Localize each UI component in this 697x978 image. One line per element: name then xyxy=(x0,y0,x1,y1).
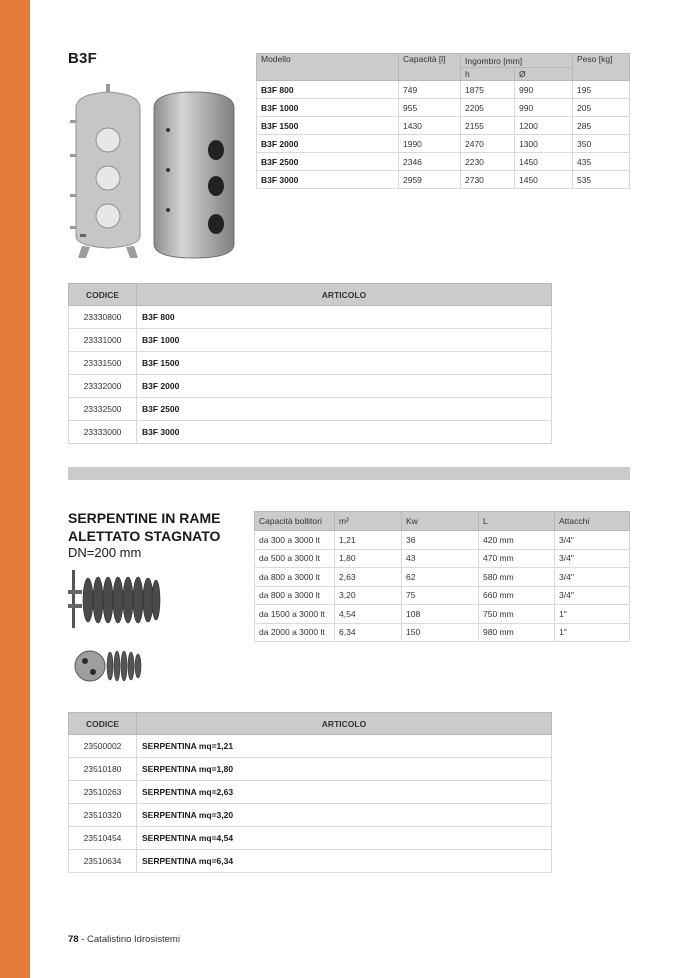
code-cell: 23331500 xyxy=(69,352,137,375)
code-row xyxy=(69,375,552,398)
b3f-spec-row-cell: 2470 xyxy=(461,135,515,153)
code-cell: 23500002 xyxy=(69,735,137,758)
header-codice: CODICE xyxy=(69,284,137,306)
code-row xyxy=(69,306,552,329)
b3f-spec-row-cell: B3F 3000 xyxy=(257,171,399,189)
b3f-spec-row-cell: 955 xyxy=(399,99,461,117)
header-capacita: Capacità [l] xyxy=(399,54,461,81)
article-cell: SERPENTINA mq=3,20 xyxy=(137,804,552,827)
serpentine-title-line1: SERPENTINE IN RAME xyxy=(68,510,221,526)
serpentine-spec-row-cell: 150 xyxy=(402,623,479,642)
serpentine-spec-row-cell: 36 xyxy=(402,531,479,550)
b3f-codes-table xyxy=(68,283,552,444)
serpentine-spec-row-cell: 62 xyxy=(402,568,479,587)
b3f-spec-row-cell: 1875 xyxy=(461,81,515,99)
code-cell: 23510454 xyxy=(69,827,137,850)
serpentine-spec-row-cell: 43 xyxy=(402,549,479,568)
b3f-spec-row-cell: 2730 xyxy=(461,171,515,189)
header-ingombro: Ingombro [mm] xyxy=(461,54,573,68)
section-divider xyxy=(68,467,630,480)
serpentine-spec-row-cell: 2,63 xyxy=(335,568,402,587)
serpentine-spec-row-cell: 1" xyxy=(555,623,630,642)
page-footer xyxy=(68,934,180,945)
article-cell: B3F 800 xyxy=(137,306,552,329)
b3f-spec-row-cell: 990 xyxy=(515,99,573,117)
serpentine-spec-row-cell: 470 mm xyxy=(479,549,555,568)
serpentine-spec-row-cell: 3/4" xyxy=(555,568,630,587)
serpentine-spec-row-cell: 660 mm xyxy=(479,586,555,605)
serpentine-spec-row xyxy=(255,549,630,568)
page-number: 78 xyxy=(68,934,79,945)
serpentine-spec-row-cell: 980 mm xyxy=(479,623,555,642)
code-cell: 23332000 xyxy=(69,375,137,398)
header-kw: Kw xyxy=(402,512,479,531)
code-row xyxy=(69,398,552,421)
serpentine-spec-row-cell: 1" xyxy=(555,605,630,624)
code-row xyxy=(69,421,552,444)
b3f-spec-row-cell: 1200 xyxy=(515,117,573,135)
code-row xyxy=(69,850,552,873)
article-cell: SERPENTINA mq=6,34 xyxy=(137,850,552,873)
b3f-spec-row-cell: 1450 xyxy=(515,153,573,171)
header-modello: Modello xyxy=(257,54,399,81)
serpentine-spec-row-cell: 108 xyxy=(402,605,479,624)
b3f-spec-row-cell: B3F 2500 xyxy=(257,153,399,171)
b3f-spec-row-cell: 285 xyxy=(573,117,630,135)
coil-side-image xyxy=(68,568,164,632)
b3f-spec-row-cell: B3F 1000 xyxy=(257,99,399,117)
serpentine-spec-row-cell: 3/4" xyxy=(555,549,630,568)
code-cell: 23330800 xyxy=(69,306,137,329)
b3f-spec-row xyxy=(257,171,630,189)
serpentine-spec-row xyxy=(255,586,630,605)
b3f-spec-row-cell: 1450 xyxy=(515,171,573,189)
article-cell: SERPENTINA mq=2,63 xyxy=(137,781,552,804)
code-row xyxy=(69,329,552,352)
serpentine-spec-row-cell: 75 xyxy=(402,586,479,605)
code-row xyxy=(69,781,552,804)
serpentine-spec-row-cell: 4,54 xyxy=(335,605,402,624)
b3f-spec-row xyxy=(257,153,630,171)
catalog-name: Catalistino Idrosistemi xyxy=(87,934,180,945)
serpentine-spec-row-cell: 3/4" xyxy=(555,531,630,550)
serpentine-spec-header-row xyxy=(255,512,630,531)
b3f-spec-row-cell: 350 xyxy=(573,135,630,153)
code-cell: 23510634 xyxy=(69,850,137,873)
b3f-spec-row-cell: 749 xyxy=(399,81,461,99)
b3f-spec-row-cell: B3F 800 xyxy=(257,81,399,99)
footer-separator: - xyxy=(78,934,88,945)
header-diam: Ø xyxy=(515,68,573,81)
serpentine-spec-row xyxy=(255,605,630,624)
b3f-spec-row-cell: 1990 xyxy=(399,135,461,153)
b3f-spec-row-cell: 2959 xyxy=(399,171,461,189)
b3f-spec-row xyxy=(257,117,630,135)
b3f-title: B3F xyxy=(68,50,97,67)
serpentine-codes-table xyxy=(68,712,552,873)
serpentine-spec-row-cell: da 500 a 3000 lt xyxy=(255,549,335,568)
serpentine-spec-row-cell: 750 mm xyxy=(479,605,555,624)
code-row xyxy=(69,804,552,827)
code-cell: 23331000 xyxy=(69,329,137,352)
header-articolo: ARTICOLO xyxy=(137,284,552,306)
serpentine-subtitle: DN=200 mm xyxy=(68,545,142,560)
b3f-spec-row-cell: 535 xyxy=(573,171,630,189)
header-h: h xyxy=(461,68,515,81)
coil-front-image xyxy=(74,640,146,690)
article-cell: SERPENTINA mq=4,54 xyxy=(137,827,552,850)
serpentine-title-line2: ALETTATO STAGNATO xyxy=(68,528,221,544)
header-capacita-bollitori: Capacità bollitori xyxy=(255,512,335,531)
b3f-spec-row-cell: B3F 2000 xyxy=(257,135,399,153)
header-l: L xyxy=(479,512,555,531)
b3f-spec-row-cell: 990 xyxy=(515,81,573,99)
header-peso: Peso [kg] xyxy=(573,54,630,81)
b3f-spec-row-cell: 2155 xyxy=(461,117,515,135)
b3f-spec-row-cell: 2205 xyxy=(461,99,515,117)
serpentine-spec-table xyxy=(254,511,630,642)
serpentine-spec-row-cell: da 2000 a 3000 lt xyxy=(255,623,335,642)
serpentine-spec-row-cell: da 800 a 3000 lt xyxy=(255,568,335,587)
b3f-spec-row xyxy=(257,135,630,153)
code-row xyxy=(69,735,552,758)
code-cell: 23510180 xyxy=(69,758,137,781)
serpentine-spec-row-cell: 3,20 xyxy=(335,586,402,605)
article-cell: B3F 2500 xyxy=(137,398,552,421)
article-cell: B3F 1500 xyxy=(137,352,552,375)
b3f-spec-row-cell: 435 xyxy=(573,153,630,171)
article-cell: B3F 1000 xyxy=(137,329,552,352)
b3f-spec-row-cell: 205 xyxy=(573,99,630,117)
serpentine-spec-row-cell: da 300 a 3000 lt xyxy=(255,531,335,550)
b3f-spec-row xyxy=(257,99,630,117)
b3f-spec-row-cell: 195 xyxy=(573,81,630,99)
header-articolo: ARTICOLO xyxy=(137,713,552,735)
b3f-codes-header-row xyxy=(69,284,552,306)
header-m2: m² xyxy=(335,512,402,531)
serpentine-spec-row xyxy=(255,623,630,642)
serpentine-spec-row-cell: 420 mm xyxy=(479,531,555,550)
b3f-spec-row-cell: 2230 xyxy=(461,153,515,171)
b3f-spec-table xyxy=(256,53,630,189)
serpentine-codes-header-row xyxy=(69,713,552,735)
article-cell: SERPENTINA mq=1,21 xyxy=(137,735,552,758)
article-cell: SERPENTINA mq=1,80 xyxy=(137,758,552,781)
code-cell: 23510263 xyxy=(69,781,137,804)
serpentine-spec-row-cell: da 800 a 3000 lt xyxy=(255,586,335,605)
code-row xyxy=(69,758,552,781)
code-cell: 23333000 xyxy=(69,421,137,444)
b3f-spec-row-cell: 1430 xyxy=(399,117,461,135)
header-attacchi: Attacchi xyxy=(555,512,630,531)
b3f-spec-row xyxy=(257,81,630,99)
orange-side-bar xyxy=(0,0,30,978)
b3f-spec-header-row xyxy=(257,54,630,68)
serpentine-spec-row-cell: 1,21 xyxy=(335,531,402,550)
serpentine-spec-row-cell: 1,80 xyxy=(335,549,402,568)
code-cell: 23332500 xyxy=(69,398,137,421)
serpentine-spec-row-cell: 3/4" xyxy=(555,586,630,605)
serpentine-spec-row-cell: 580 mm xyxy=(479,568,555,587)
b3f-tank-photo-image xyxy=(150,90,238,260)
header-codice: CODICE xyxy=(69,713,137,735)
code-row xyxy=(69,827,552,850)
serpentine-spec-row xyxy=(255,568,630,587)
code-cell: 23510320 xyxy=(69,804,137,827)
b3f-spec-row-cell: 1300 xyxy=(515,135,573,153)
code-row xyxy=(69,352,552,375)
b3f-spec-row-cell: B3F 1500 xyxy=(257,117,399,135)
serpentine-title xyxy=(68,509,220,545)
b3f-spec-row-cell: 2346 xyxy=(399,153,461,171)
serpentine-spec-row-cell: da 1500 a 3000 lt xyxy=(255,605,335,624)
article-cell: B3F 3000 xyxy=(137,421,552,444)
b3f-tank-drawing-image xyxy=(62,84,150,260)
serpentine-spec-row xyxy=(255,531,630,550)
serpentine-spec-row-cell: 6,34 xyxy=(335,623,402,642)
article-cell: B3F 2000 xyxy=(137,375,552,398)
